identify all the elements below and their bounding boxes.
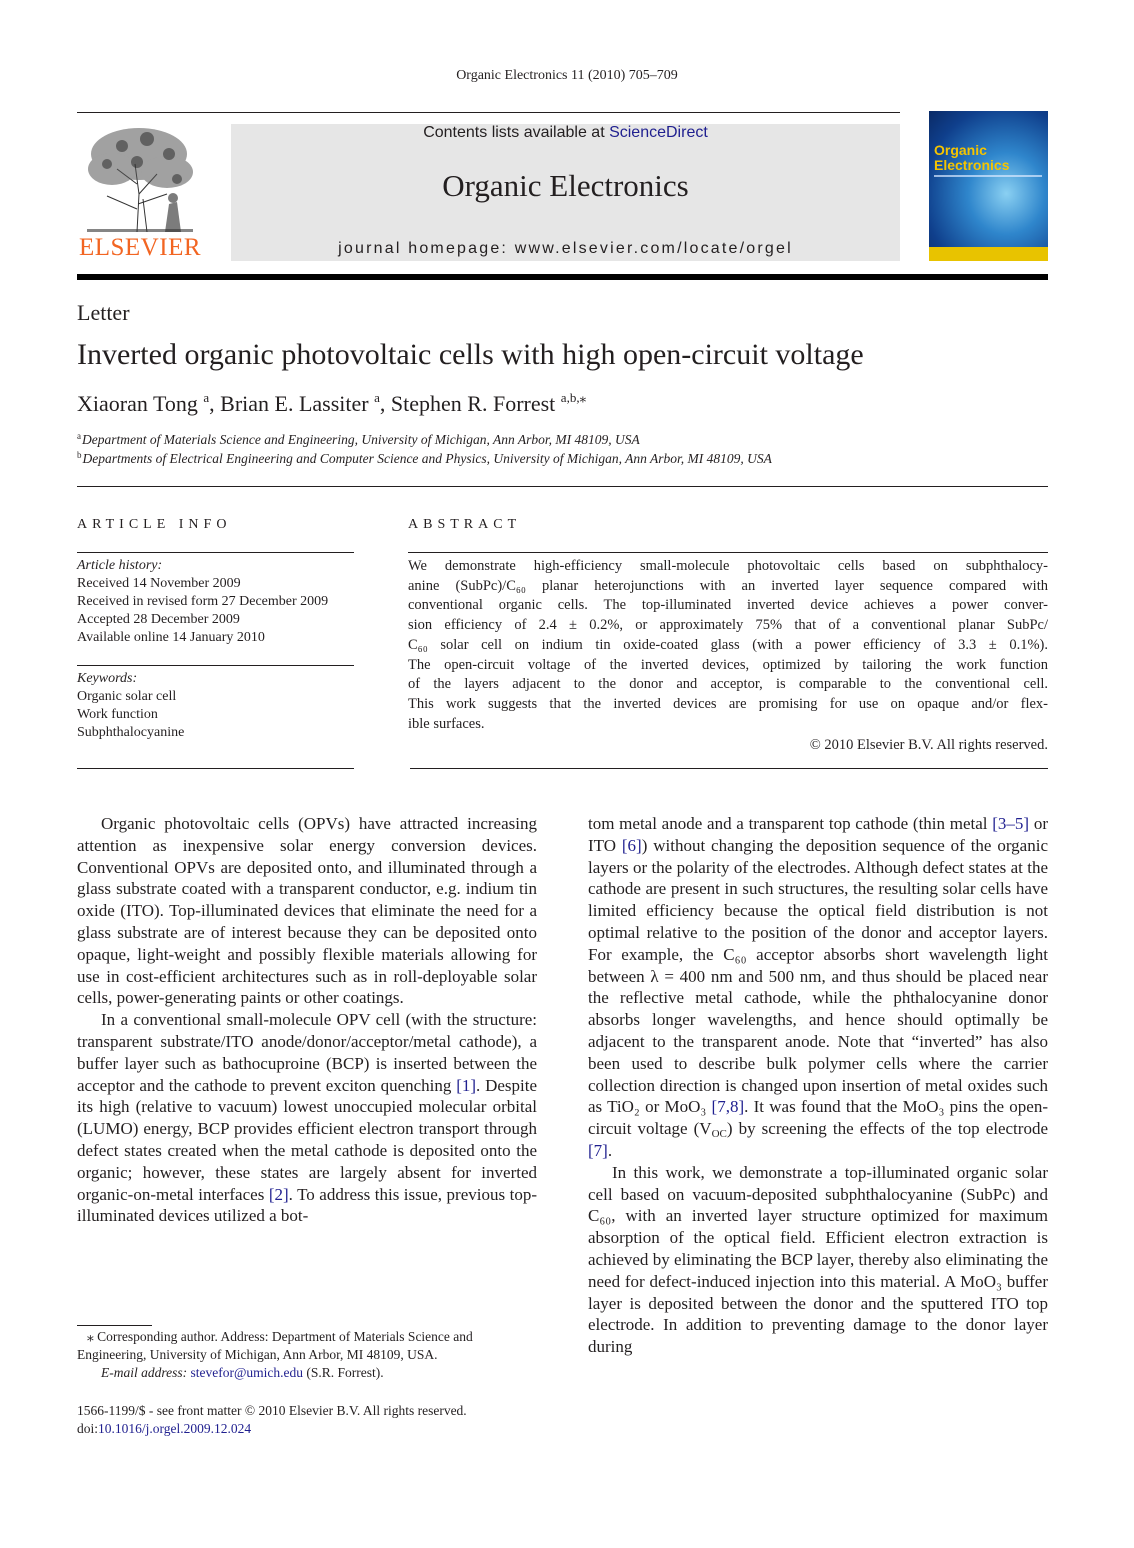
title-rule xyxy=(77,486,1048,487)
accepted-date: Accepted 28 December 2009 xyxy=(77,612,240,627)
citation-link[interactable]: [6] xyxy=(621,835,642,855)
journal-cover-image xyxy=(929,111,1048,261)
body-left-column xyxy=(77,813,537,1227)
author-list: Xiaoran Tong $^a$, Brian E. Lassiter $^a$, Stephen R. Forrest $^{a,b,⁎}$ xyxy=(77,390,587,416)
keyword: Work function xyxy=(77,707,158,722)
history-label: Article history: xyxy=(77,558,163,573)
contents-line xyxy=(231,124,900,142)
revised-date: Received in revised form 27 December 2009 xyxy=(77,594,329,609)
author-name[interactable]: Stephen R. Forrest xyxy=(390,391,556,416)
citation-link[interactable]: [7] xyxy=(588,1140,608,1160)
elsevier-logo xyxy=(77,124,203,262)
received-date: Received 14 November 2009 xyxy=(77,576,241,591)
abstract-line: conventional organic cells. The top-illuminated inverted device achieves a power conver- xyxy=(408,597,1048,614)
elsevier-tree-icon xyxy=(77,124,203,234)
article-history xyxy=(77,557,354,647)
journal-homepage[interactable]: journal homepage: www.elsevier.com/locate/orgel xyxy=(338,240,793,257)
journal-banner xyxy=(231,124,900,261)
citation-link[interactable]: [7,8] xyxy=(711,1097,745,1117)
cover-title: Organic Electronics xyxy=(934,142,1010,173)
article-info-rule xyxy=(77,552,354,553)
article-type: Letter xyxy=(77,300,130,325)
abstract-line: C₆₀ solar cell on indium tin oxide-coated glass (with a power efficiency of 3.3 ± 0.1%). xyxy=(408,636,1048,653)
abstract-line: ible surfaces. xyxy=(408,715,485,732)
article-info-bottom-rule xyxy=(77,768,354,769)
header-thick-rule xyxy=(77,274,1048,280)
body-paragraph: Organic photovoltaic cells (OPVs) have attracted increasing attention as inexpensive solar energy conversion devices. Conventional OPVs are deposited onto, and illuminated through a glass substrate coated with a transparent conductor, e.g. indium tin oxide (ITO). Top-illuminated devices that eliminate the need for a glass substrate are of interest because they can be deposited onto opaque, light-weight and possibly flexible materials allowing for use in cost-efficient architectures such as in roll-deployable solar cells, power-generating paints or other coatings. xyxy=(77,814,537,1008)
body-paragraph: tom metal anode and a transparent top cathode (thin metal [3–5] or ITO [6]) without changing the deposition sequence of the organic layers or the polarity of the electrodes. Although defect states at the cathode are present in such structures, the resulting solar cells have limited efficiency because the optical field distribution is not optimal relative to the position of the donor and acceptor layers. For example, the C₆₀ acceptor absorbs short wavelength light between λ = 400 nm and 500 nm, and thus should be placed near the reflective metal cathode, while the phthalocyanine donor absorbs longer wavelengths, and hence should optimally be adjacent to the transparent anode. Note that “inverted” has also been used to describe bulk polymer cells where the carrier collection direction is changed upon insertion of metal oxides such as TiO₂ or MoO₃ [7,8]. It was found that the MoO₃ pins the open-circuit voltage $(V_{OC})$ by screening the effects of the top electrode [7]. xyxy=(588,814,1048,1160)
front-matter xyxy=(77,1402,537,1438)
keyword: Subphthalocyanine xyxy=(77,725,185,740)
citation-link[interactable]: [3–5] xyxy=(992,814,1030,833)
cover-bottom-band xyxy=(929,247,1048,261)
keywords-label: Keywords: xyxy=(77,671,138,686)
header-rule xyxy=(77,112,900,113)
keywords-rule xyxy=(77,665,354,666)
abstract-line: We demonstrate high-efficiency small-molecule photovoltaic cells based on subphthalocy- xyxy=(408,558,1048,574)
keyword: Organic solar cell xyxy=(77,689,177,704)
body-paragraph: In a conventional small-molecule OPV cell (with the structure: transparent substrate/ITO anode/donor/acceptor/metal cathode), a buffer layer such as bathocuproine (BCP) is inserted between the acceptor and the cathode to prevent exciton quenching [1]. Despite its high (relative to vacuum) lowest unoccupied molecular orbital (LUMO) energy, BCP provides efficient electron transport through defect states created when the metal cathode is deposited onto the organic; however, these states are largely absent for inverted organic-on-metal interfaces [2]. To address this issue, previous top-illuminated devices utilized a bot- xyxy=(77,1010,537,1226)
abstract-line: anine (SubPc)/C₆₀ planar heterojunctions with an inverted layer sequence compared with xyxy=(408,577,1048,594)
citation-link[interactable]: [2] xyxy=(268,1184,289,1204)
abstract-line: of the layers adjacent to the donor and acceptor, is comparable to the conventional cell. xyxy=(408,676,1048,693)
footnote-mark: ⁎ xyxy=(87,1329,94,1344)
author-name[interactable]: Brian E. Lassiter xyxy=(220,391,369,416)
elsevier-wordmark: ELSEVIER xyxy=(78,234,202,261)
corresponding-author-footnote: ⁎ Corresponding author. Address: Department of Materials Science and Engineering, University of Michigan, Ann Arbor, MI 48109, USA. E-mail address: stevefor@umich.edu (S.R. Forrest). xyxy=(77,1329,473,1380)
article-info-heading: ARTICLE INFO xyxy=(77,517,232,532)
abstract-copyright: © 2010 Elsevier B.V. All rights reserved. xyxy=(809,737,1048,753)
affiliation-a: $^a$Department of Materials Science and Engineering, University of Michigan, Ann Arbor, MI 48109, USA xyxy=(77,431,640,447)
body-right-column xyxy=(588,813,1048,1358)
abstract-text xyxy=(408,557,1048,734)
sciencedirect-link[interactable]: ScienceDirect xyxy=(609,124,708,141)
doi-link[interactable]: 10.1016/j.orgel.2009.12.024 xyxy=(98,1421,252,1436)
doi-line: doi:10.1016/j.orgel.2009.12.024 xyxy=(77,1421,252,1436)
citation-link[interactable]: [1] xyxy=(456,1075,477,1095)
footnote-rule xyxy=(77,1325,152,1326)
online-date: Available online 14 January 2010 xyxy=(77,630,265,645)
affiliation-b: $^b$Departments of Electrical Engineering and Computer Science and Physics, University of Michigan, Ann Arbor, MI 48109, USA xyxy=(77,450,772,466)
abstract-line: The open-circuit voltage of the inverted devices, optimized by tailoring the work function xyxy=(408,656,1048,673)
abstract-heading: ABSTRACT xyxy=(408,517,522,532)
abstract-bottom-rule xyxy=(410,768,1048,769)
abstract-line: sion efficiency of 2.4 ± 0.2%, or approximately 75% that of a conventional planar SubPc/ xyxy=(408,617,1048,634)
journal-name: Organic Electronics xyxy=(442,168,689,203)
body-paragraph: In this work, we demonstrate a top-illuminated organic solar cell based on vacuum-deposited subphthalocyanine (SubPc) and C₆₀, with an inverted layer structure optimized for maximum absorption of the optical field. Efficient electron extraction is achieved by eliminating the BCP layer, thereby also eliminating the need for defect-induced injection into this material. A MoO₃ buffer layer is deposited between the donor and the sputtered ITO top electrode. In addition to preventing damage to the donor layer during xyxy=(588,1162,1048,1357)
email-link[interactable]: stevefor@umich.edu xyxy=(190,1365,304,1380)
journal-citation: Organic Electronics 11 (2010) 705–709 xyxy=(456,68,678,83)
contents-prefix: Contents lists available at xyxy=(423,124,610,141)
front-matter-text: 1566-1199/$ - see front matter © 2010 Elsevier B.V. All rights reserved. xyxy=(77,1403,467,1418)
abstract-line: This work suggests that the inverted devices are promising for use on opaque and/or flex- xyxy=(408,695,1048,712)
abstract-rule xyxy=(408,552,1048,553)
author-name[interactable]: Xiaoran Tong xyxy=(77,391,198,416)
keywords-block xyxy=(77,670,354,742)
cover-subtitle-line xyxy=(934,175,1042,177)
article-title: Inverted organic photovoltaic cells with high open-circuit voltage xyxy=(77,338,864,371)
